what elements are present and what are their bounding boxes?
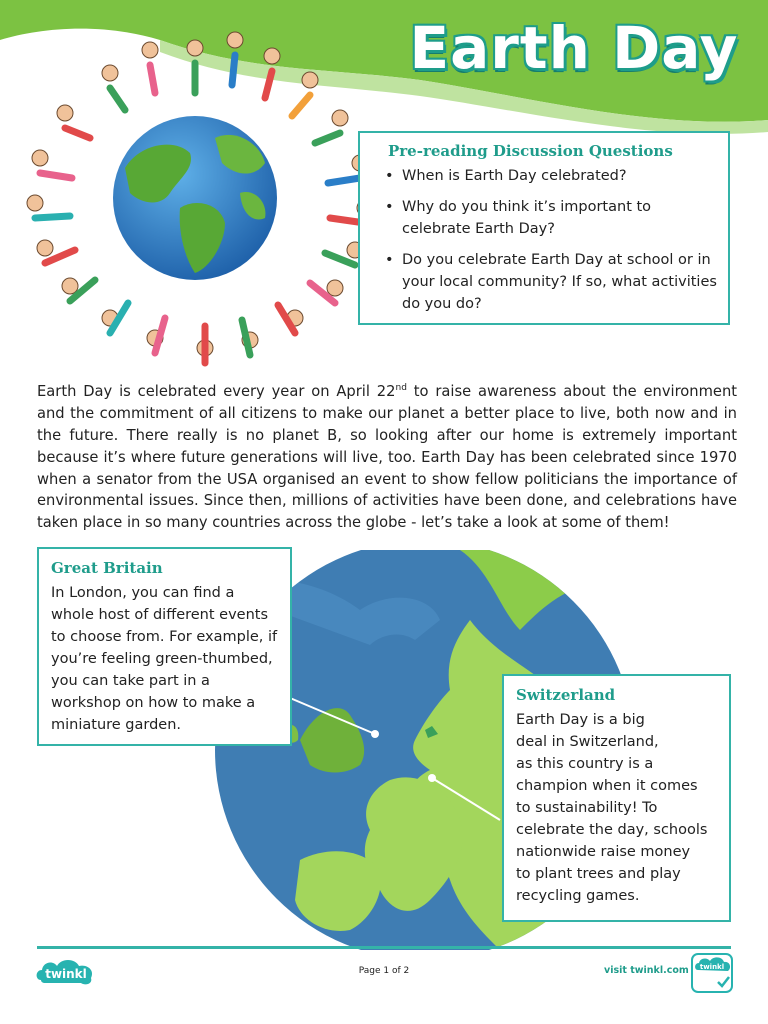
great-britain-text: [51, 582, 277, 736]
questions-heading: Pre-reading Discussion Questions: [388, 142, 673, 160]
text-line: celebrate the day, schools: [516, 822, 708, 838]
text-line: recycling games.: [516, 888, 640, 904]
logo-text: twinkl: [45, 967, 87, 981]
text-line: Earth Day is a big: [516, 712, 645, 728]
text-line: whole host of different events: [51, 607, 269, 623]
text-line: you can take part in a: [51, 673, 210, 689]
text-line: to sustainability! To: [516, 800, 658, 816]
question-item: • Do you celebrate Earth Day at school or in your local community? If so, what activities do you do?: [382, 249, 722, 315]
text-line: to choose from. For example, if: [51, 629, 278, 645]
text-line: In London, you can find a: [51, 585, 235, 601]
text-line: as this country is a: [516, 756, 654, 772]
intro-date-suffix: nd: [395, 383, 407, 393]
text-line: miniature garden.: [51, 717, 182, 733]
quality-approved-badge: [690, 952, 734, 994]
question-item: • Why do you think it’s important to celebrate Earth Day?: [382, 196, 722, 240]
globe-children-illustration: [10, 18, 400, 368]
footer-divider: [37, 946, 731, 949]
switzerland-box: [502, 674, 731, 922]
great-britain-box: [37, 547, 292, 746]
text-line: to plant trees and play: [516, 866, 681, 882]
text-line: nationwide raise money: [516, 844, 691, 860]
text-line: you’re feeling green-thumbed,: [51, 651, 273, 667]
intro-text-start: Earth Day is celebrated every year on April 22: [37, 382, 396, 400]
questions-list: [382, 165, 722, 324]
intro-paragraph: [37, 378, 737, 534]
intro-text-end: to raise awareness about the environment and the commitment of all citizens to make our planet a better place to live, both now and in the future. There really is no planet B, so looking after our home is extremely important because it’s where future generations will live, too. Earth Day has been celebrated since 1970 when a senator from the USA organised an event to show fellow politicians the importance of environmental issues. Since then, millions of activities have been done, and celebrations have taken place in so many countries across the globe - let’s take a look at some of them!: [37, 382, 738, 532]
page-number: Page 1 of 2: [358, 966, 410, 976]
text-line: champion when it comes: [516, 778, 698, 794]
page-title: Earth Day: [409, 14, 739, 82]
text-line: workshop on how to make a: [51, 695, 256, 711]
switzerland-heading: Switzerland: [516, 686, 616, 704]
question-item: • When is Earth Day celebrated?: [382, 165, 722, 187]
badge-text: twinkl: [699, 963, 725, 971]
visit-link[interactable]: visit twinkl.com: [604, 965, 689, 976]
text-line: deal in Switzerland,: [516, 734, 659, 750]
discussion-questions-box: [358, 131, 730, 325]
great-britain-heading: Great Britain: [51, 559, 163, 577]
switzerland-text: [516, 709, 707, 907]
